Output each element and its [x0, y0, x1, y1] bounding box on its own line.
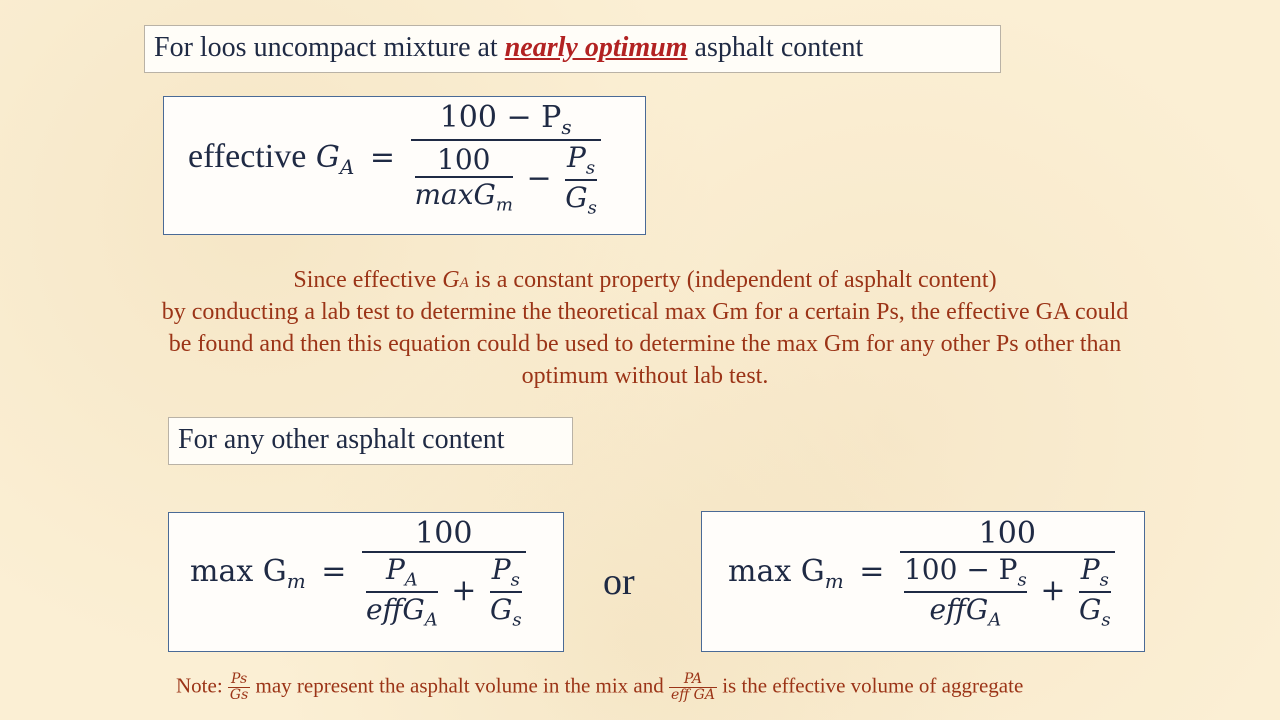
heading-1-highlight: nearly optimum	[504, 32, 688, 63]
eq2-a-num-sub: A	[404, 569, 418, 591]
eq2-b-den-sub: s	[512, 609, 522, 631]
eq3-b-den-sub: s	[1101, 609, 1111, 631]
para-line1-a: Since effective	[293, 267, 443, 293]
heading-1	[154, 32, 863, 64]
eq1-num-sub: s	[561, 115, 572, 139]
eq2-b-num-sub: s	[510, 569, 520, 591]
eq1-main-fraction	[411, 100, 601, 218]
eq2-den-fraction-1	[366, 553, 438, 630]
note-f1-den: Gs	[229, 687, 249, 703]
eq1-den2-den-sub: s	[587, 197, 597, 219]
heading-2: For any other asphalt content	[178, 424, 505, 455]
note-fraction-1	[228, 672, 250, 703]
eq3-a-den: effG	[929, 592, 989, 626]
eq1-lhs-var: G	[315, 140, 340, 176]
para-var: G	[442, 267, 460, 293]
heading-1-before: For loos uncompact mixture at	[154, 32, 505, 63]
eq2-b-den: G	[489, 592, 513, 626]
eq1-lhs-word: effective	[188, 138, 307, 176]
eq3-num: 100	[978, 516, 1036, 551]
eq1-minus: −	[526, 160, 552, 196]
eq2-num: 100	[415, 516, 473, 551]
eq3-den-fraction-2	[1079, 553, 1111, 630]
explanation-paragraph: by conducting a lab test to determine the theoretical max Gm for a certain Ps, the effective GA could be found and then this equation could be used to determine the max Gm for any other Ps other than optimum without lab test.	[161, 299, 1129, 389]
eq2-lhs	[190, 554, 306, 594]
eq2-a-den: effG	[365, 592, 425, 626]
note-f2-den: eff GA	[671, 687, 715, 703]
eq1-lhs-sub: A	[339, 155, 355, 180]
equation-1: effective $G_A$ = $100 - P_s$ $\frac{100}{\max G_m}$ − $\frac{P_s}{G_s}$	[188, 100, 601, 218]
eq3-b-num: P	[1080, 553, 1100, 586]
eq3-lhs-text: max G	[728, 554, 825, 590]
explanation-line-1	[150, 264, 1140, 299]
eq3-lhs-sub: m	[824, 569, 844, 594]
eq1-num: 100 − P	[439, 100, 562, 135]
para-line1-b: is a constant property (independent of asphalt content)	[468, 267, 997, 293]
note-prefix: Note:	[176, 673, 228, 698]
eq3-a-num-sub: s	[1017, 569, 1027, 591]
eq2-b-num: P	[491, 553, 511, 586]
equation-3: $\max G_m$ = 100 $\frac{100 - P_s}{effG_A}$ + $\frac{P_s}{G_s}$	[728, 516, 1115, 630]
eq3-main-fraction	[900, 516, 1115, 630]
note-suffix: is the effective volume of aggregate	[722, 673, 1024, 698]
eq3-a-num: 100 − P	[903, 553, 1018, 586]
eq1-den-fraction-2	[565, 141, 597, 218]
eq2-lhs-text: max G	[190, 554, 287, 590]
eq3-b-den: G	[1079, 592, 1102, 626]
or-connector: or	[603, 561, 635, 603]
eq1-den-fraction-1	[415, 143, 513, 216]
note-f2-num: PA	[683, 671, 703, 687]
note-fraction-2	[669, 672, 717, 703]
eq1-den2-num: P	[566, 141, 586, 174]
eq1-den1-den: maxG	[414, 178, 496, 212]
eq2-main-fraction	[362, 516, 526, 630]
eq2-a-num: P	[385, 553, 405, 586]
equation-2: $\max G_m$ = 100 $\frac{P_A}{effG_A}$ + $\frac{P_s}{G_s}$	[190, 516, 526, 630]
eq2-lhs-sub: m	[286, 569, 306, 594]
eq3-a-den-sub: A	[988, 609, 1002, 631]
note-middle: may represent the asphalt volume in the mix and	[255, 673, 669, 698]
eq3-b-num-sub: s	[1099, 569, 1109, 591]
para-var-sub: A	[459, 275, 469, 291]
eq1-den2-num-sub: s	[585, 157, 596, 179]
eq2-a-den-sub: A	[424, 609, 438, 631]
eq3-lhs	[728, 554, 844, 594]
note-f1-num: Ps	[230, 671, 248, 687]
footnote	[176, 672, 1023, 703]
eq2-den-fraction-2	[490, 553, 522, 630]
eq1-den1-num: 100	[437, 143, 491, 177]
eq3-plus: +	[1040, 572, 1066, 608]
heading-1-after: asphalt content	[687, 32, 864, 63]
eq2-plus: +	[451, 572, 477, 608]
eq1-den1-den-sub: m	[495, 194, 513, 216]
eq1-den2-den: G	[565, 180, 588, 214]
eq3-den-fraction-1	[904, 553, 1027, 630]
